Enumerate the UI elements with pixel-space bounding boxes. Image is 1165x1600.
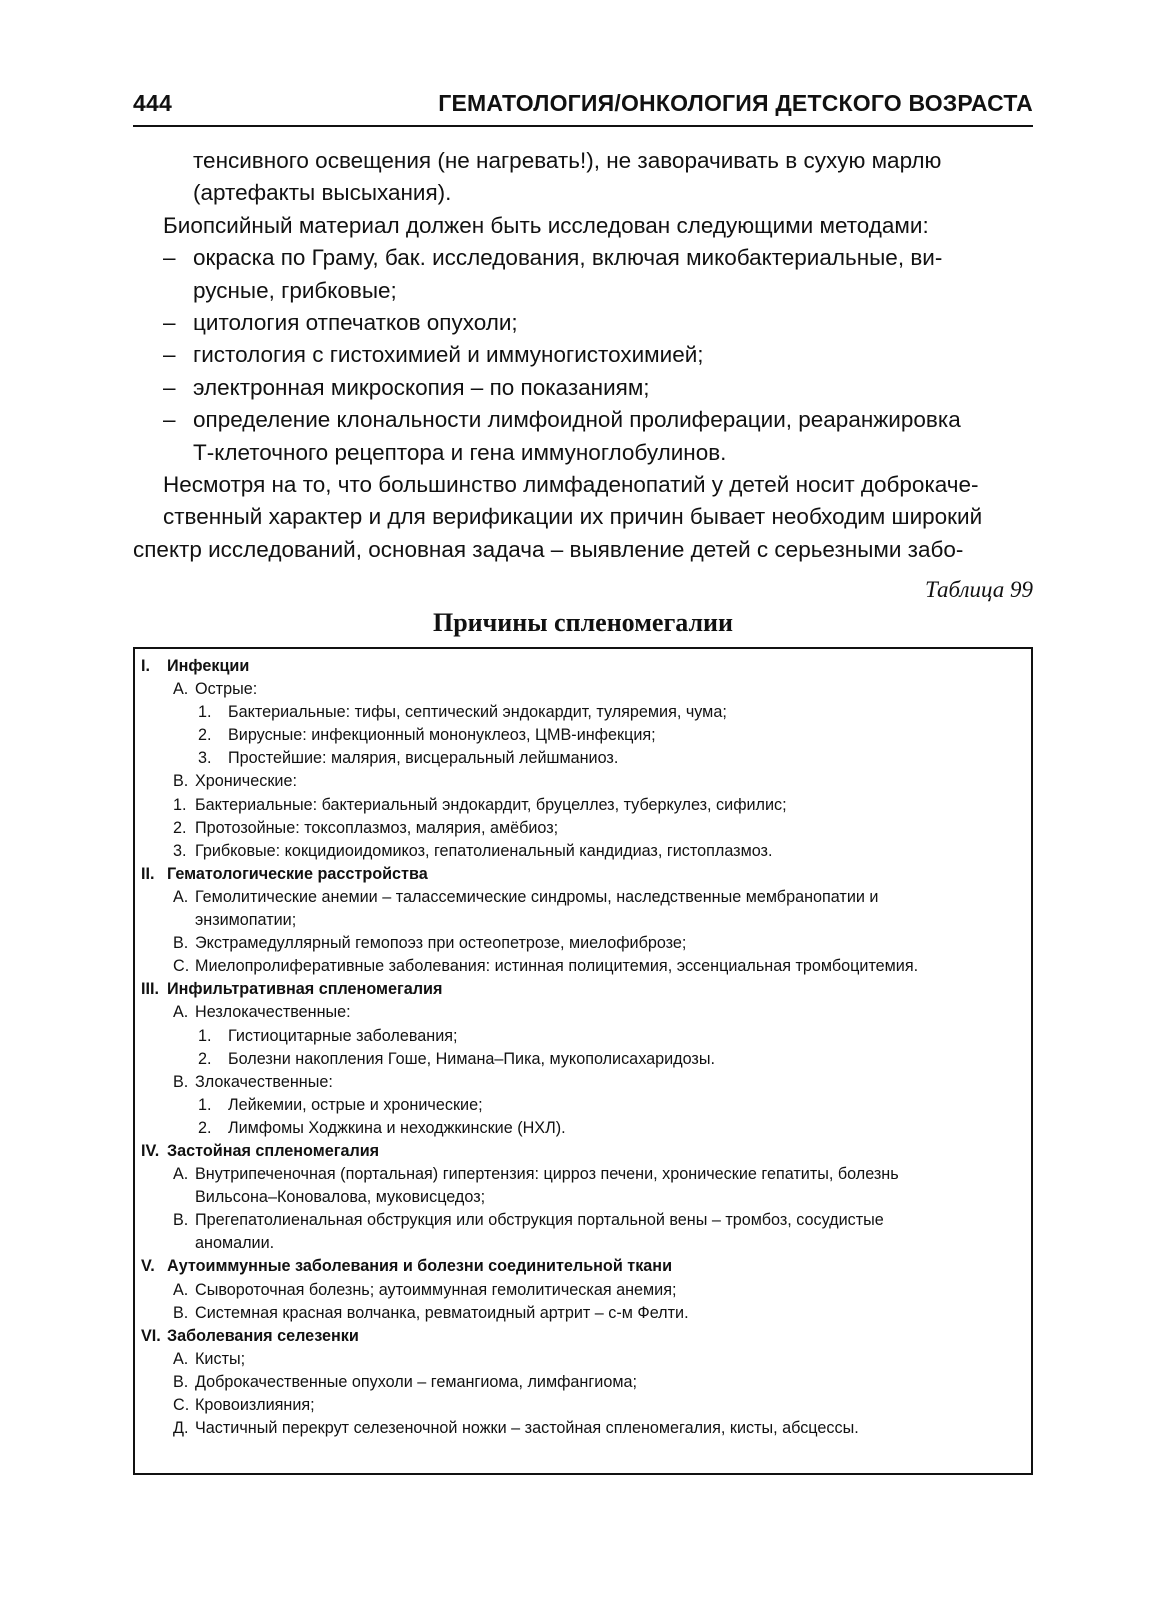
row-number: II. bbox=[141, 864, 155, 883]
row-number: B. bbox=[173, 772, 189, 791]
row-text: Лейкемии, острые и хронические; bbox=[228, 1095, 483, 1114]
row-number: V. bbox=[141, 1257, 155, 1276]
table-row bbox=[141, 724, 1021, 747]
row-text: Внутрипеченочная (портальная) гипертензия: цирроз печени, хронические гепатиты, болезнь bbox=[195, 1165, 899, 1184]
table-section-row bbox=[141, 1255, 1021, 1278]
row-text: Частичный перекрут селезеночной ножки – застойная спленомегалия, кисты, абсцессы. bbox=[195, 1419, 859, 1438]
body-text bbox=[133, 145, 1033, 566]
table-row bbox=[141, 1302, 1021, 1325]
row-text: Инфекции bbox=[167, 657, 250, 675]
table-row bbox=[141, 1371, 1021, 1394]
paragraph-line: Несмотря на то, что большинство лимфаденопатий у детей носит доброкаче- bbox=[163, 472, 979, 498]
row-number: A. bbox=[173, 1280, 189, 1299]
table-row bbox=[141, 1094, 1021, 1117]
row-text: Вирусные: инфекционный мононуклеоз, ЦМВ-инфекция; bbox=[228, 726, 656, 745]
bullet-item bbox=[163, 339, 1033, 371]
row-number: 2. bbox=[173, 818, 187, 837]
row-text: Застойная спленомегалия bbox=[167, 1141, 380, 1160]
table-row bbox=[141, 886, 1021, 909]
row-number: 1. bbox=[173, 795, 187, 814]
row-text: Экстрамедуллярный гемопоэз при остеопетрозе, миелофиброзе; bbox=[195, 934, 687, 953]
table-row bbox=[141, 955, 1021, 978]
table-caption: Таблица 99 bbox=[924, 577, 1033, 602]
text-line: тенсивного освещения (не нагревать!), не заворачивать в сухую марлю bbox=[193, 148, 942, 173]
table-row bbox=[141, 1279, 1021, 1302]
row-number: B. bbox=[173, 1303, 189, 1322]
row-text: Миелопролиферативные заболевания: истинная полицитемия, эссенциальная тромбоцитемия. bbox=[195, 957, 919, 976]
text-line: Биопсийный материал должен быть исследован следующими методами: bbox=[163, 212, 929, 238]
row-number: A. bbox=[173, 1165, 189, 1184]
row-number: A. bbox=[173, 887, 189, 906]
table-section-row bbox=[141, 1140, 1021, 1163]
row-number: VI. bbox=[141, 1326, 161, 1345]
row-number: IV. bbox=[141, 1141, 160, 1160]
bullet-dash: – bbox=[163, 374, 176, 400]
table-row bbox=[141, 840, 1021, 863]
row-number: 1. bbox=[198, 1095, 212, 1114]
bullet-item bbox=[163, 372, 1033, 404]
table-row bbox=[141, 1117, 1021, 1140]
row-text: Вильсона–Коновалова, муковисцедоз; bbox=[195, 1188, 486, 1207]
table-row bbox=[141, 747, 1021, 770]
row-number: Д. bbox=[173, 1419, 189, 1438]
row-number: 1. bbox=[198, 1026, 212, 1045]
row-text: Грибковые: кокцидиоидомикоз, гепатолиенальный кандидиаз, гистоплазмоз. bbox=[195, 841, 773, 860]
table-row bbox=[141, 1394, 1021, 1417]
table-section-row bbox=[141, 1325, 1021, 1348]
row-text: Прегепатолиенальная обструкция или обструкция портальной вены – тромбоз, сосудистые bbox=[195, 1211, 884, 1230]
table-section-row bbox=[141, 863, 1021, 886]
row-text: Злокачественные: bbox=[195, 1072, 333, 1091]
row-text: аномалии. bbox=[195, 1234, 275, 1253]
row-text: энзимопатии; bbox=[195, 911, 297, 930]
row-text: Незлокачественные: bbox=[195, 1003, 351, 1022]
paragraph-line: спектр исследований, основная задача – выявление детей с серьезными забо- bbox=[133, 536, 964, 562]
row-number: A. bbox=[173, 1003, 189, 1022]
header-rule bbox=[133, 125, 1033, 127]
table-row bbox=[141, 1071, 1021, 1094]
table-row bbox=[141, 1417, 1021, 1440]
row-number: 3. bbox=[198, 749, 212, 768]
bullet-line: Т-клеточного рецептора и гена иммуноглобулинов. bbox=[193, 439, 727, 465]
bullet-item bbox=[163, 242, 1033, 307]
table-title: Причины спленомегалии bbox=[432, 608, 734, 637]
text-line: (артефакты высыхания). bbox=[193, 180, 452, 206]
page-number: 444 bbox=[133, 90, 172, 116]
table-section-row bbox=[141, 978, 1021, 1001]
bullet-line: русные, грибковые; bbox=[193, 277, 397, 303]
row-number: B. bbox=[173, 1072, 189, 1091]
row-text: Заболевания селезенки bbox=[167, 1326, 359, 1345]
table-row bbox=[141, 770, 1021, 793]
row-text: Сывороточная болезнь; аутоиммунная гемолитическая анемия; bbox=[195, 1280, 677, 1299]
bullet-line: гистология с гистохимией и иммуногистохимией; bbox=[193, 342, 704, 368]
table-row bbox=[141, 909, 1021, 932]
bullet-item bbox=[163, 307, 1033, 339]
row-text: Кисты; bbox=[195, 1349, 246, 1368]
row-number: A. bbox=[173, 1349, 189, 1368]
paragraph-line: ственный характер и для верификации их причин бывает необходим широкий bbox=[163, 504, 983, 530]
table-row bbox=[141, 1163, 1021, 1186]
row-number: A. bbox=[173, 680, 189, 699]
row-text: Простейшие: малярия, висцеральный лейшманиоз. bbox=[228, 749, 619, 768]
row-text: Доброкачественные опухоли – гемангиома, лимфангиома; bbox=[195, 1372, 637, 1391]
table-row bbox=[141, 1232, 1021, 1255]
row-text: Острые: bbox=[195, 680, 258, 699]
table-row bbox=[141, 701, 1021, 724]
row-text: Аутоиммунные заболевания и болезни соединительной ткани bbox=[167, 1257, 673, 1276]
row-text: Гематологические расстройства bbox=[167, 864, 428, 883]
table-row bbox=[141, 794, 1021, 817]
table-row bbox=[141, 932, 1021, 955]
row-number: 2. bbox=[198, 1118, 212, 1137]
causes-table bbox=[133, 647, 1033, 1475]
row-number: 1. bbox=[198, 703, 212, 722]
row-number: 3. bbox=[173, 841, 187, 860]
bullet-dash: – bbox=[163, 245, 176, 271]
row-text: Болезни накопления Гоше, Нимана–Пика, мукополисахаридозы. bbox=[228, 1049, 715, 1068]
row-number: C. bbox=[173, 1396, 190, 1414]
row-text: Протозойные: токсоплазмоз, малярия, амёбиоз; bbox=[195, 818, 559, 837]
table-row bbox=[141, 1025, 1021, 1048]
table-row bbox=[141, 1348, 1021, 1371]
bullet-line: определение клональности лимфоидной пролиферации, реаранжировка bbox=[193, 407, 961, 433]
bullet-line: цитология отпечатков опухоли; bbox=[193, 310, 518, 336]
running-header-title: ГЕМАТОЛОГИЯ/ОНКОЛОГИЯ ДЕТСКОГО ВОЗРАСТА bbox=[438, 90, 1033, 116]
row-text: Кровоизлияния; bbox=[195, 1396, 315, 1414]
table-row bbox=[141, 1186, 1021, 1209]
row-text: Бактериальные: тифы, септический эндокардит, туляремия, чума; bbox=[228, 703, 727, 722]
row-number: B. bbox=[173, 934, 189, 953]
row-text: Системная красная волчанка, ревматоидный артрит – с-м Фелти. bbox=[195, 1303, 689, 1322]
row-number: I. bbox=[141, 657, 150, 675]
table-row bbox=[141, 1209, 1021, 1232]
row-text: Гемолитические анемии – талассемические синдромы, наследственные мембранопатии и bbox=[195, 887, 879, 906]
table-row bbox=[141, 1001, 1021, 1024]
row-number: III. bbox=[141, 980, 159, 999]
row-number: B. bbox=[173, 1372, 189, 1391]
bullet-dash: – bbox=[163, 407, 176, 433]
row-text: Инфильтративная спленомегалия bbox=[167, 980, 443, 999]
row-text: Гистиоцитарные заболевания; bbox=[228, 1026, 458, 1045]
bullet-item bbox=[163, 404, 1033, 469]
row-number: B. bbox=[173, 1211, 189, 1230]
table-row bbox=[141, 817, 1021, 840]
bullet-line: электронная микроскопия – по показаниям; bbox=[193, 374, 650, 400]
row-text: Лимфомы Ходжкина и неходжкинские (НХЛ). bbox=[228, 1118, 566, 1137]
row-text: Бактериальные: бактериальный эндокардит, бруцеллез, туберкулез, сифилис; bbox=[195, 795, 787, 814]
row-number: 2. bbox=[198, 726, 212, 745]
table-row bbox=[141, 1048, 1021, 1071]
row-number: C. bbox=[173, 957, 190, 976]
row-text: Хронические: bbox=[195, 772, 297, 791]
table-section-row bbox=[141, 655, 1021, 678]
bullet-dash: – bbox=[163, 310, 176, 336]
bullet-dash: – bbox=[163, 342, 176, 368]
bullet-line: окраска по Граму, бак. исследования, включая микобактериальные, ви- bbox=[193, 245, 943, 271]
table-row bbox=[141, 678, 1021, 701]
row-number: 2. bbox=[198, 1049, 212, 1068]
